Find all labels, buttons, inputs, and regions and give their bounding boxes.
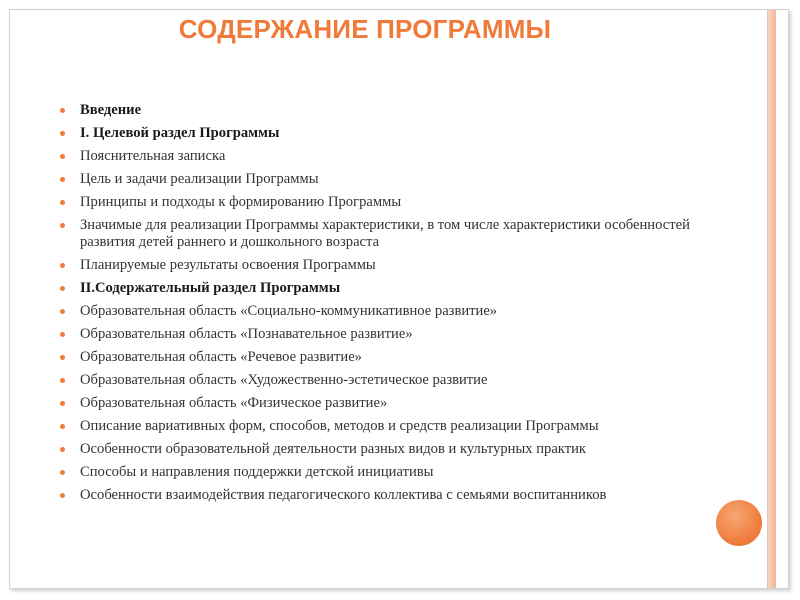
list-item-content-section [60,280,740,297]
list-item [60,171,740,188]
list-item [60,372,740,389]
list-item [60,217,740,251]
list-item [60,257,740,274]
bullet-icon [60,401,65,406]
list-item [60,418,740,435]
list-item-text: Образовательная область «Познавательное развитие» [80,326,413,342]
list-item [60,326,740,343]
list-item-text: Принципы и подходы к формированию Программы [80,194,402,210]
list-item-text: Особенности образовательной деятельности разных видов и культурных практик [80,441,586,457]
bullet-icon [60,154,65,159]
list-item-text: Планируемые результаты освоения Программы [80,257,376,273]
list-item-text: Образовательная область «Физическое развитие» [80,395,388,411]
bullet-icon [60,200,65,205]
list-item-introduction [60,102,740,119]
list-item [60,194,740,211]
list-item-text: Способы и направления поддержки детской инициативы [80,464,434,480]
list-item-text: Описание вариативных форм, способов, методов и средств реализации Программы [80,418,599,434]
list-item [60,148,740,165]
list-item-target-section [60,125,740,142]
list-item-text: Значимые для реализации Программы характеристики, в том числе характеристики особенностей развития детей раннего и дошкольного возраста [80,217,690,250]
list-item-text: I. Целевой раздел Программы [80,125,280,141]
list-item [60,303,740,320]
list-item-text: Образовательная область «Художественно-эстетическое развитие [80,372,488,388]
bullet-icon [60,286,65,291]
bullet-icon [60,263,65,268]
decorative-side-strip [767,10,776,588]
bullet-icon [60,493,65,498]
list-item-text: II.Содержательный раздел Программы [80,280,341,296]
bullet-icon [60,309,65,314]
list-item [60,395,740,412]
list-item-text: Пояснительная записка [80,148,226,164]
bullet-icon [60,177,65,182]
bullet-icon [60,470,65,475]
bullet-icon [60,131,65,136]
list-item-text: Образовательная область «Речевое развитие» [80,349,362,365]
list-item-text: Образовательная область «Социально-коммуникативное развитие» [80,303,498,319]
bullet-icon [60,355,65,360]
list-item [60,349,740,366]
list-item-text: Особенности взаимодействия педагогического коллектива с семьями воспитанников [80,487,607,503]
list-item [60,464,740,481]
list-item [60,441,740,458]
slide-title: СОДЕРЖАНИЕ ПРОГРАММЫ [178,14,552,44]
bullet-icon [60,332,65,337]
bullet-icon [60,108,65,113]
list-item [60,487,740,504]
list-item-text: Введение [80,102,142,118]
contents-list [60,102,740,510]
list-item-text: Цель и задачи реализации Программы [80,171,319,187]
bullet-icon [60,447,65,452]
bullet-icon [60,223,65,228]
decorative-circle [716,500,762,546]
bullet-icon [60,378,65,383]
bullet-icon [60,424,65,429]
